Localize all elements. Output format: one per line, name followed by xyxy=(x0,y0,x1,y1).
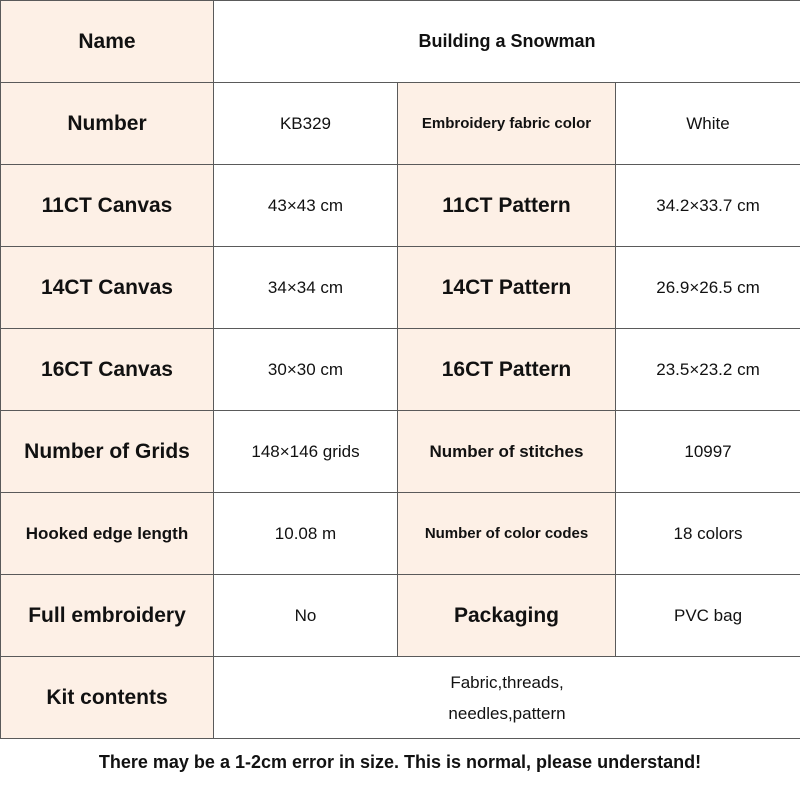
kit-contents-label: Kit contents xyxy=(1,657,214,739)
color-codes-value: 18 colors xyxy=(616,493,800,575)
ct11-pattern-value: 34.2×33.7 cm xyxy=(616,165,800,247)
size-disclaimer-note: There may be a 1-2cm error in size. This is normal, please understand! xyxy=(98,752,702,772)
table-row xyxy=(1,493,800,575)
hooked-edge-value: 10.08 m xyxy=(214,493,398,575)
packaging-label: Packaging xyxy=(398,575,616,657)
table-row xyxy=(1,1,800,83)
table-row xyxy=(1,329,800,411)
fabric-color-value: White xyxy=(616,83,800,165)
hooked-edge-label: Hooked edge length xyxy=(1,493,214,575)
full-embroidery-label: Full embroidery xyxy=(1,575,214,657)
ct11-canvas-label: 11CT Canvas xyxy=(1,165,214,247)
kit-contents-value xyxy=(214,657,800,739)
grids-label: Number of Grids xyxy=(1,411,214,493)
table-row xyxy=(1,575,800,657)
table-row xyxy=(1,247,800,329)
ct16-canvas-label: 16CT Canvas xyxy=(1,329,214,411)
ct16-canvas-value: 30×30 cm xyxy=(214,329,398,411)
ct14-canvas-label: 14CT Canvas xyxy=(1,247,214,329)
name-label: Name xyxy=(1,1,214,83)
product-name: Building a Snowman xyxy=(214,1,800,83)
packaging-value: PVC bag xyxy=(616,575,800,657)
color-codes-label: Number of color codes xyxy=(398,493,616,575)
table-row xyxy=(1,657,800,739)
full-embroidery-value: No xyxy=(214,575,398,657)
ct14-pattern-value: 26.9×26.5 cm xyxy=(616,247,800,329)
stitches-label: Number of stitches xyxy=(398,411,616,493)
grids-value: 148×146 grids xyxy=(214,411,398,493)
ct11-pattern-label: 11CT Pattern xyxy=(398,165,616,247)
stitches-value: 10997 xyxy=(616,411,800,493)
kit-contents-line-2: needles,pattern xyxy=(448,703,566,723)
number-value: KB329 xyxy=(214,83,398,165)
ct14-pattern-label: 14CT Pattern xyxy=(398,247,616,329)
fabric-color-label: Embroidery fabric color xyxy=(398,83,616,165)
table-row xyxy=(1,83,800,165)
table-row xyxy=(1,411,800,493)
table-row xyxy=(1,165,800,247)
ct14-canvas-value: 34×34 cm xyxy=(214,247,398,329)
ct16-pattern-label: 16CT Pattern xyxy=(398,329,616,411)
ct16-pattern-value: 23.5×23.2 cm xyxy=(616,329,800,411)
number-label: Number xyxy=(1,83,214,165)
kit-contents-line-1: Fabric,threads, xyxy=(450,672,564,692)
ct11-canvas-value: 43×43 cm xyxy=(214,165,398,247)
